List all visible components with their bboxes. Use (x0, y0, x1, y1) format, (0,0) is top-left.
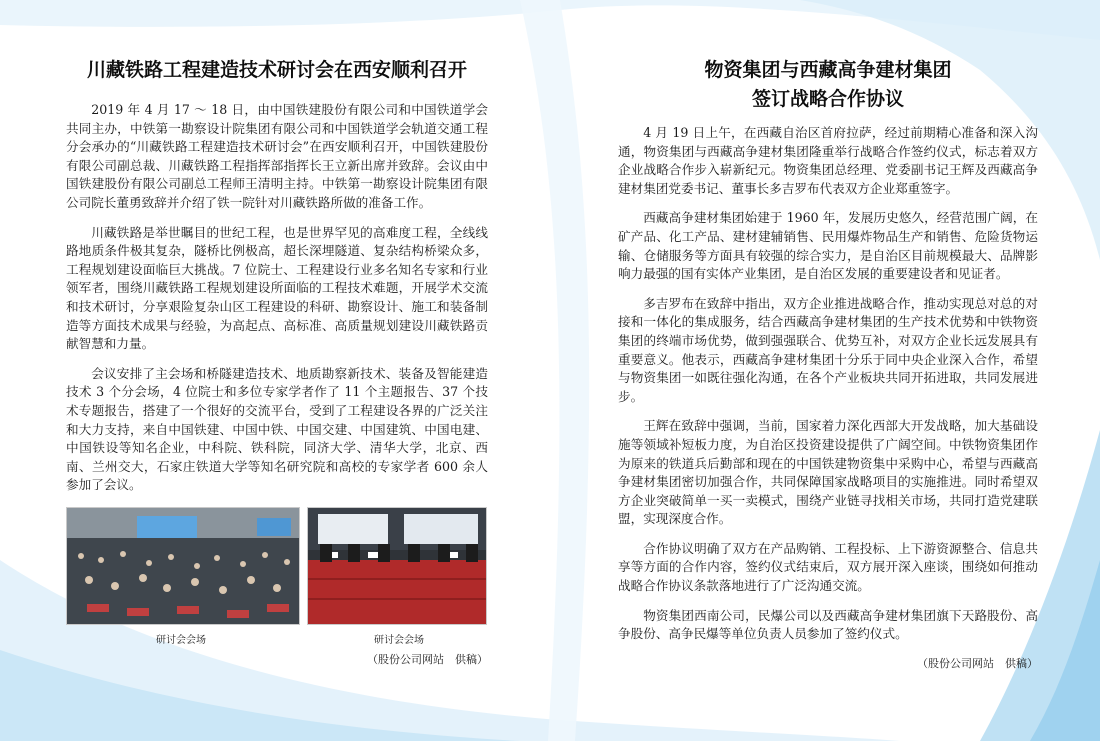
left-article-title: 川藏铁路工程建造技术研讨会在西安顺利召开 (86, 59, 467, 81)
conference-hall-photo (66, 507, 300, 625)
left-article-paragraph: 川藏铁路是举世瞩目的世纪工程，也是世界罕见的高难度工程，全线线路地质条件极其复杂，隧桥比例极高，超长深埋隧道、复杂结构桥梁众多，工程规划建设面临巨大挑战。7 位院士、工程建设行业多名知名专家和行业领军者，围绕川藏铁路工程规划建设所面临的工程技术难题，开展学术交流和技术研讨，分享艰险复杂山区工程建设的科研、勘察设计、施工和装备制造等方面技术成果与经验，为高起点、高标准、高质量规划建设川藏铁路贡献智慧和力量。 (66, 224, 488, 352)
left-article-paragraph: 2019 年 4 月 17 ～ 18 日，由中国铁建股份有限公司和中国铁道学会共同主办，中铁第一勘察设计院集团有限公司和中国铁道学会轨道交通工程分会承办的“川藏铁路工程建造技术研讨会”在西安顺利召开，中国铁建股份有限公司副总裁、川藏铁路工程指挥部指挥长王立新出席并致辞。会议由中国铁建股份有限公司副总工程师王清明主持。中铁第一勘察设计院集团有限公司院长董勇致辞并介绍了铁一院针对川藏铁路所做的准备工作。 (66, 102, 488, 210)
right-article-paragraph: 4 月 19 日上午，在西藏自治区首府拉萨，经过前期精心准备和深入沟通，物资集团与西藏高争建材集团隆重举行战略合作签约仪式，标志着双方企业战略合作步入崭新纪元。物资集团总经理、党委副书记王辉及西藏高争建材集团党委书记、董事长多吉罗布代表双方企业郑重签字。 (618, 125, 1038, 196)
right-article-title (618, 56, 1038, 114)
right-article-paragraph: 合作协议明确了双方在产品购销、工程投标、上下游资源整合、信息共享等方面的合作内容，签约仪式结束后，双方展开深入座谈，围绕如何推动战略合作协议条款落地进行了广泛沟通交流。 (618, 540, 1038, 594)
photo-caption: 研讨会会场 (156, 634, 206, 646)
photo-captions (66, 631, 488, 649)
right-article-paragraph: 西藏高争建材集团始建于 1960 年，发展历史悠久，经营范围广阔，在矿产品、化工产品、建材建辅销售、民用爆炸物品生产和销售、危险货物运输、仓储服务等方面具有较强的综合实力，是自治区目前规模最大、品牌影响力最强的国有实体产业集团，是自治区发展的重要建设者和见证者。 (618, 210, 1038, 282)
photo-row (66, 507, 488, 627)
left-article-paragraph: 会议安排了主会场和桥隧建造技术、地质勘察新技术、装备及智能建造技术 3 个分会场，4 位院士和多位专家学者作了 11 个主题报告、37 个技术专题报告，搭建了一个很好的交流平台，受到了工程建设各界的广泛关注和大力支持，来自中国铁建、中国中铁、中国交建、中国建筑、中国电建、中国铁设等知名企业，中科院、铁科院，同济大学、清华大学，北京、西南、兰州交大，石家庄铁道大学等知名研究院和高校的专家学者 600 余人参加了会议。 (66, 365, 488, 493)
right-article (618, 56, 1038, 671)
source-credit: （股份公司网站 供稿） (367, 652, 488, 666)
right-article-paragraph: 王辉在致辞中强调，当前，国家着力深化西部大开发战略，加大基础设施等领域补短板力度，为自治区投资建设提供了广阔空间。中铁物资集团作为原来的铁道兵后勤部和现在的中国铁建物资集中采购中心，希望与西藏高争建材集团密切加强合作，共同保障国家战略项目的实施推进。同时希望双方企业突破简单一买一卖模式，围绕产业链寻找相关市场，共同打造党建联盟，实现深度合作。 (618, 418, 1038, 527)
right-article-title-line: 签订战略合作协议 (751, 88, 904, 110)
right-article-paragraph: 物资集团西南公司，民爆公司以及西藏高争建材集团旗下天路股份、高争股份、高争民爆等单位负责人员参加了签约仪式。 (618, 607, 1038, 642)
conference-stage-photo (307, 507, 487, 625)
right-article-paragraph: 多吉罗布在致辞中指出，双方企业推进战略合作，推动实现总对总的对接和一体化的集成服务，结合西藏高争建材集团的生产技术优势和中铁物资集团的终端市场优势，做到强强联合、优势互补，对双方企业长远发展具有重要意义。他表示，西藏高争建材集团十分乐于同中央企业深入合作，希望与物资集团一如既往强化沟通，在各个产业板块共同开拓进取，共同发展进步。 (618, 295, 1038, 404)
right-article-title-line: 物资集团与西藏高争建材集团 (704, 59, 952, 81)
left-article (66, 56, 488, 667)
source-credit: （股份公司网站 供稿） (917, 656, 1038, 670)
photo-caption: 研讨会会场 (374, 634, 424, 646)
